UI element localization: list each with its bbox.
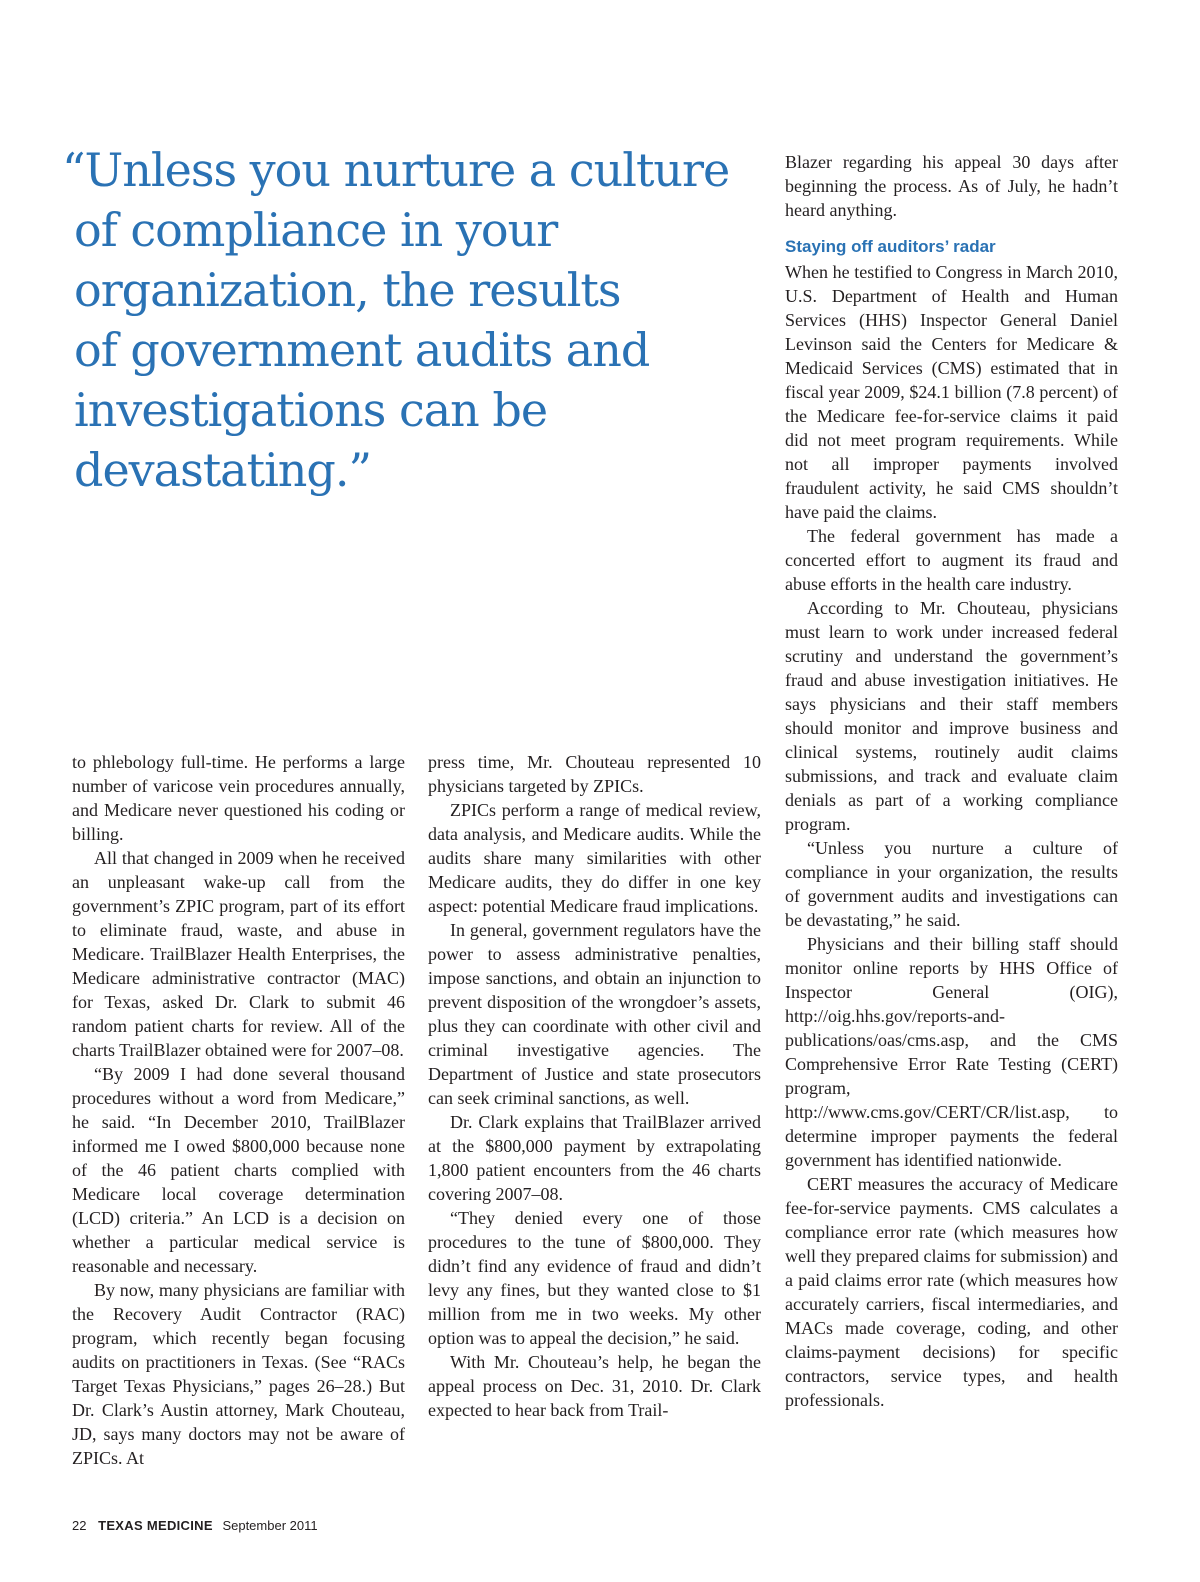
pull-quote-line: of government audits and bbox=[74, 323, 650, 377]
pull-quote-line: organization, the results bbox=[74, 263, 621, 317]
article-column-1 bbox=[72, 750, 405, 1470]
paragraph: With Mr. Chouteau’s help, he began the appeal process on Dec. 31, 2010. Dr. Clark expected to hear back from Trail- bbox=[428, 1352, 761, 1420]
paragraph: When he testified to Congress in March 2010, U.S. Department of Health and Human Services (HHS) Inspector General Daniel Levinson said the Centers for Medicare & Medicaid Services (CMS) estimated that in fiscal year 2009, $24.1 billion (7.8 percent) of the Medicare fee-for-service claims it paid did not meet program requirements. While not all improper payments involved fraudulent activity, he said CMS shouldn’t have paid the claims. bbox=[785, 262, 1118, 522]
paragraph: According to Mr. Chouteau, physicians must learn to work under increased federal scrutiny and understand the government’s fraud and abuse investigation initiatives. He says physicians and their staff members should monitor and improve business and clinical systems, routinely audit claims submissions, and track and evaluate claim denials as part of a working compliance program. bbox=[785, 598, 1118, 834]
paragraph: ZPICs perform a range of medical review, data analysis, and Medicare audits. While the audits share many similarities with other Medicare audits, they do differ in one key aspect: potential Medicare fraud implications. bbox=[428, 800, 761, 916]
pull-quote bbox=[62, 140, 730, 500]
pull-quote-line: investigations can be bbox=[74, 383, 548, 437]
page-number: 22 bbox=[72, 1518, 87, 1533]
paragraph: to phlebology full-time. He performs a large number of varicose vein procedures annually, and Medicare never questioned his coding or billing. bbox=[72, 752, 405, 844]
section-subhead: Staying off auditors’ radar bbox=[785, 237, 996, 256]
paragraph: Physicians and their billing staff should monitor online reports by HHS Office of Inspector General (OIG), http://oig.hhs.gov/reports-and-publications/oas/cms.asp, and the CMS Comprehensive Error Rate Testing (CERT) program, http://www.cms.gov/CERT/CR/list.asp, to determine improper payments the federal government has identified nationwide. bbox=[785, 934, 1118, 1170]
issue-date: September 2011 bbox=[222, 1518, 318, 1533]
paragraph: “By 2009 I had done several thousand procedures without a word from Medicare,” he said. “In December 2010, TrailBlazer informed me I owed $800,000 because none of the 46 patient charts complied with Medicare local coverage determination (LCD) criteria.” An LCD is a decision on whether a particular medical service is reasonable and necessary. bbox=[72, 1064, 405, 1276]
magazine-title: TEXAS MEDICINE bbox=[98, 1518, 213, 1533]
paragraph: “Unless you nurture a culture of compliance in your organization, the results of government audits and investigations can be devastating,” he said. bbox=[785, 838, 1118, 930]
paragraph: press time, Mr. Chouteau represented 10 physicians targeted by ZPICs. bbox=[428, 752, 761, 796]
pull-quote-line: of compliance in your bbox=[74, 203, 558, 257]
paragraph: All that changed in 2009 when he received an unpleasant wake-up call from the government’s ZPIC program, part of its effort to eliminate fraud, waste, and abuse in Medicare. TrailBlazer Health Enterprises, the Medicare administrative contractor (MAC) for Texas, asked Dr. Clark to submit 46 random patient charts for review. All of the charts TrailBlazer obtained were for 2007–08. bbox=[72, 848, 405, 1060]
paragraph: CERT measures the accuracy of Medicare fee-for-service payments. CMS calculates a compliance error rate (which measures how well they prepared claims for submission) and a paid claims error rate (which measures how accurately carriers, fiscal intermediaries, and MACs made coverage, coding, and other claims-payment decisions) for specific contractors, service types, and health professionals. bbox=[785, 1174, 1118, 1410]
page-footer bbox=[72, 1518, 318, 1533]
paragraph: In general, government regulators have the power to assess administrative penalties, impose sanctions, and obtain an injunction to prevent disposition of the wrongdoer’s assets, plus they can coordinate with other civil and criminal investigative agencies. The Department of Justice and state prosecutors can seek criminal sanctions, as well. bbox=[428, 920, 761, 1108]
paragraph: “They denied every one of those procedures to the tune of $800,000. They didn’t find any evidence of fraud and didn’t levy any fines, but they wanted close to $1 million from me in two weeks. My other option was to appeal the decision,” he said. bbox=[428, 1208, 761, 1348]
article-column-3 bbox=[785, 150, 1118, 1412]
paragraph: Blazer regarding his appeal 30 days after beginning the process. As of July, he hadn’t heard anything. bbox=[785, 152, 1118, 220]
pull-quote-line: devastating.” bbox=[74, 443, 372, 497]
pull-quote-line: “Unless you nurture a culture bbox=[62, 143, 730, 197]
paragraph: By now, many physicians are familiar with the Recovery Audit Contractor (RAC) program, which recently began focusing audits on practitioners in Texas. (See “RACs Target Texas Physicians,” pages 26–28.) But Dr. Clark’s Austin attorney, Mark Chouteau, JD, says many doctors may not be aware of ZPICs. At bbox=[72, 1280, 405, 1468]
paragraph: Dr. Clark explains that TrailBlazer arrived at the $800,000 payment by extrapolating 1,800 patient encounters from the 46 charts covering 2007–08. bbox=[428, 1112, 761, 1204]
paragraph: The federal government has made a concerted effort to augment its fraud and abuse efforts in the health care industry. bbox=[785, 526, 1118, 594]
article-column-2 bbox=[428, 750, 761, 1422]
